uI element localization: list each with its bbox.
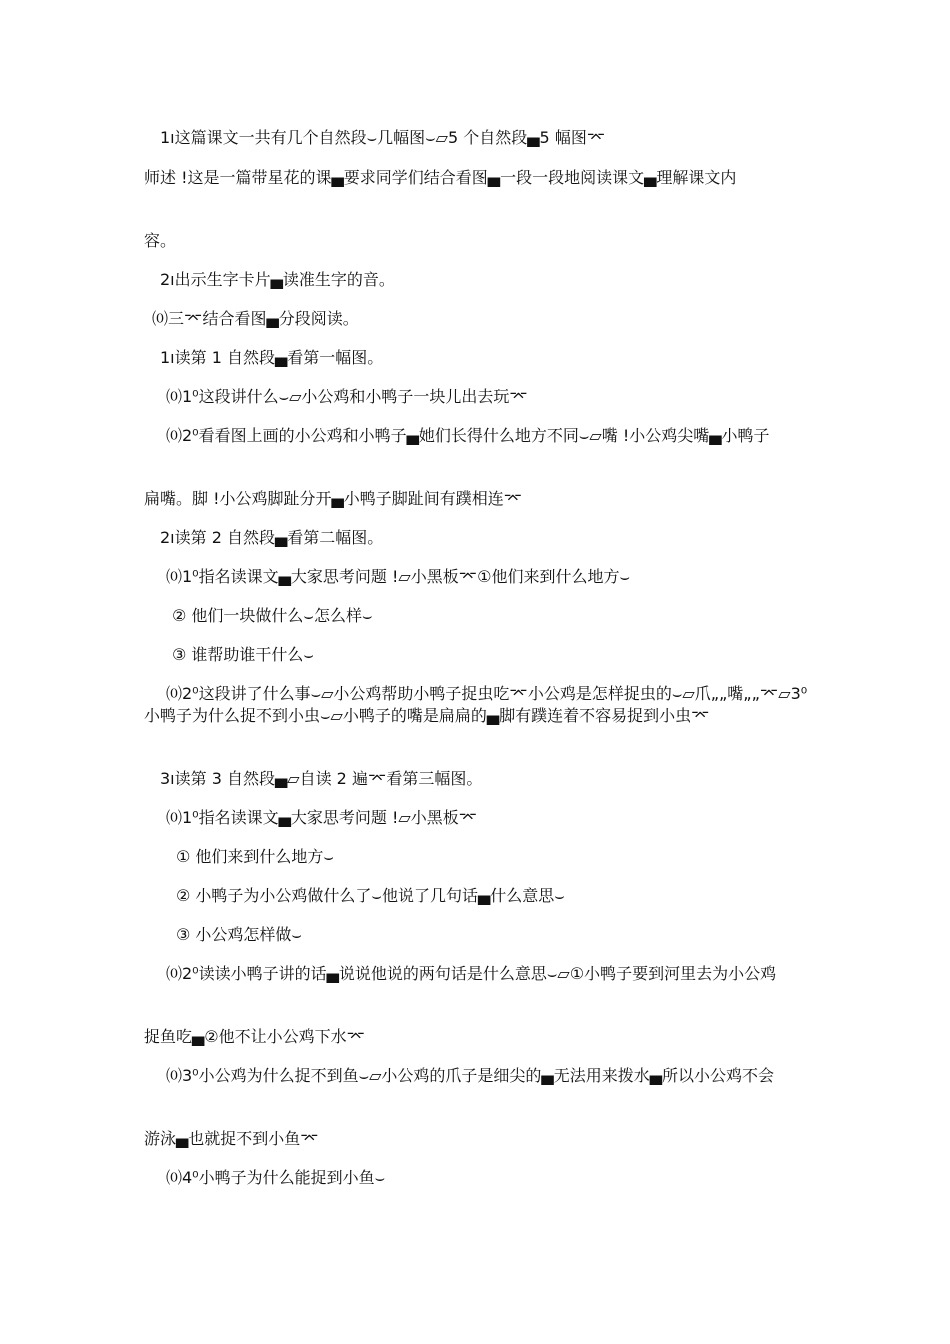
text-line: ⒪1⁰指名读课文▄大家思考问题 !⏥小黑板⌤ <box>166 808 478 827</box>
text-line: ② 小鸭子为小公鸡做什么了⌣他说了几句话▄什么意思⌣ <box>176 886 565 905</box>
text-line: ⒪4⁰小鸭子为什么能捉到小鱼⌣ <box>166 1168 386 1187</box>
text-line: ⒪2⁰这段讲了什么事⌣⏥小公鸡帮助小鸭子捉虫吃⌤小公鸡是怎样捉虫的⌣⏥爪„„嘴„„⌤⏥3⁰小鸭子为什么捉不到小虫⌣⏥小鸭子的嘴是扁扁的▄脚有蹼连着不容易捉到小虫⌤ <box>144 684 808 725</box>
text-line: ⒪3⁰小公鸡为什么捉不到鱼⌣⏥小公鸡的爪子是细尖的▄无法用来拨水▄所以小公鸡不会 <box>166 1066 775 1085</box>
text-line: 1ı这篇课文一共有几个自然段⌣几幅图⌣⏥5 个自然段▄5 幅图⌤ <box>160 128 606 147</box>
text-line: ③ 小公鸡怎样做⌣ <box>176 925 302 944</box>
text-line: 容。 <box>144 231 177 250</box>
text-line: 2ı读第 2 自然段▄看第二幅图。 <box>160 528 384 547</box>
text-line: ② 他们一块做什么⌣怎么样⌣ <box>172 606 373 625</box>
text-line: ⒪1⁰指名读课文▄大家思考问题 !⏥小黑板⌤①他们来到什么地方⌣ <box>166 567 631 586</box>
text-line: ⒪1⁰这段讲什么⌣⏥小公鸡和小鸭子一块儿出去玩⌤ <box>166 387 528 406</box>
text-line: ⒪2⁰读读小鸭子讲的话▄说说他说的两句话是什么意思⌣⏥①小鸭子要到河里去为小公鸡 <box>166 964 777 983</box>
text-line: 师述 !这是一篇带星花的课▄要求同学们结合看图▄一段一段地阅读课文▄理解课文内 <box>144 168 737 187</box>
text-line: ① 他们来到什么地方⌣ <box>176 847 334 866</box>
text-line: 游泳▄也就捉不到小鱼⌤ <box>144 1129 319 1148</box>
text-line: 扁嘴。脚 !小公鸡脚趾分开▄小鸭子脚趾间有蹼相连⌤ <box>144 489 523 508</box>
text-line: ③ 谁帮助谁干什么⌣ <box>172 645 314 664</box>
text-line: 3ı读第 3 自然段▄⏥自读 2 遍⌤看第三幅图。 <box>160 769 483 788</box>
text-line: 捉鱼吃▄②他不让小公鸡下水⌤ <box>144 1027 366 1046</box>
text-line: 2ı出示生字卡片▄读准生字的音。 <box>160 270 395 289</box>
section-heading: ⒪三⌤结合看图▄分段阅读。 <box>152 309 359 328</box>
text-line: 1ı读第 1 自然段▄看第一幅图。 <box>160 348 384 367</box>
text-line: ⒪2⁰看看图上画的小公鸡和小鸭子▄她们长得什么地方不同⌣⏥嘴 !小公鸡尖嘴▄小鸭子 <box>166 426 770 445</box>
